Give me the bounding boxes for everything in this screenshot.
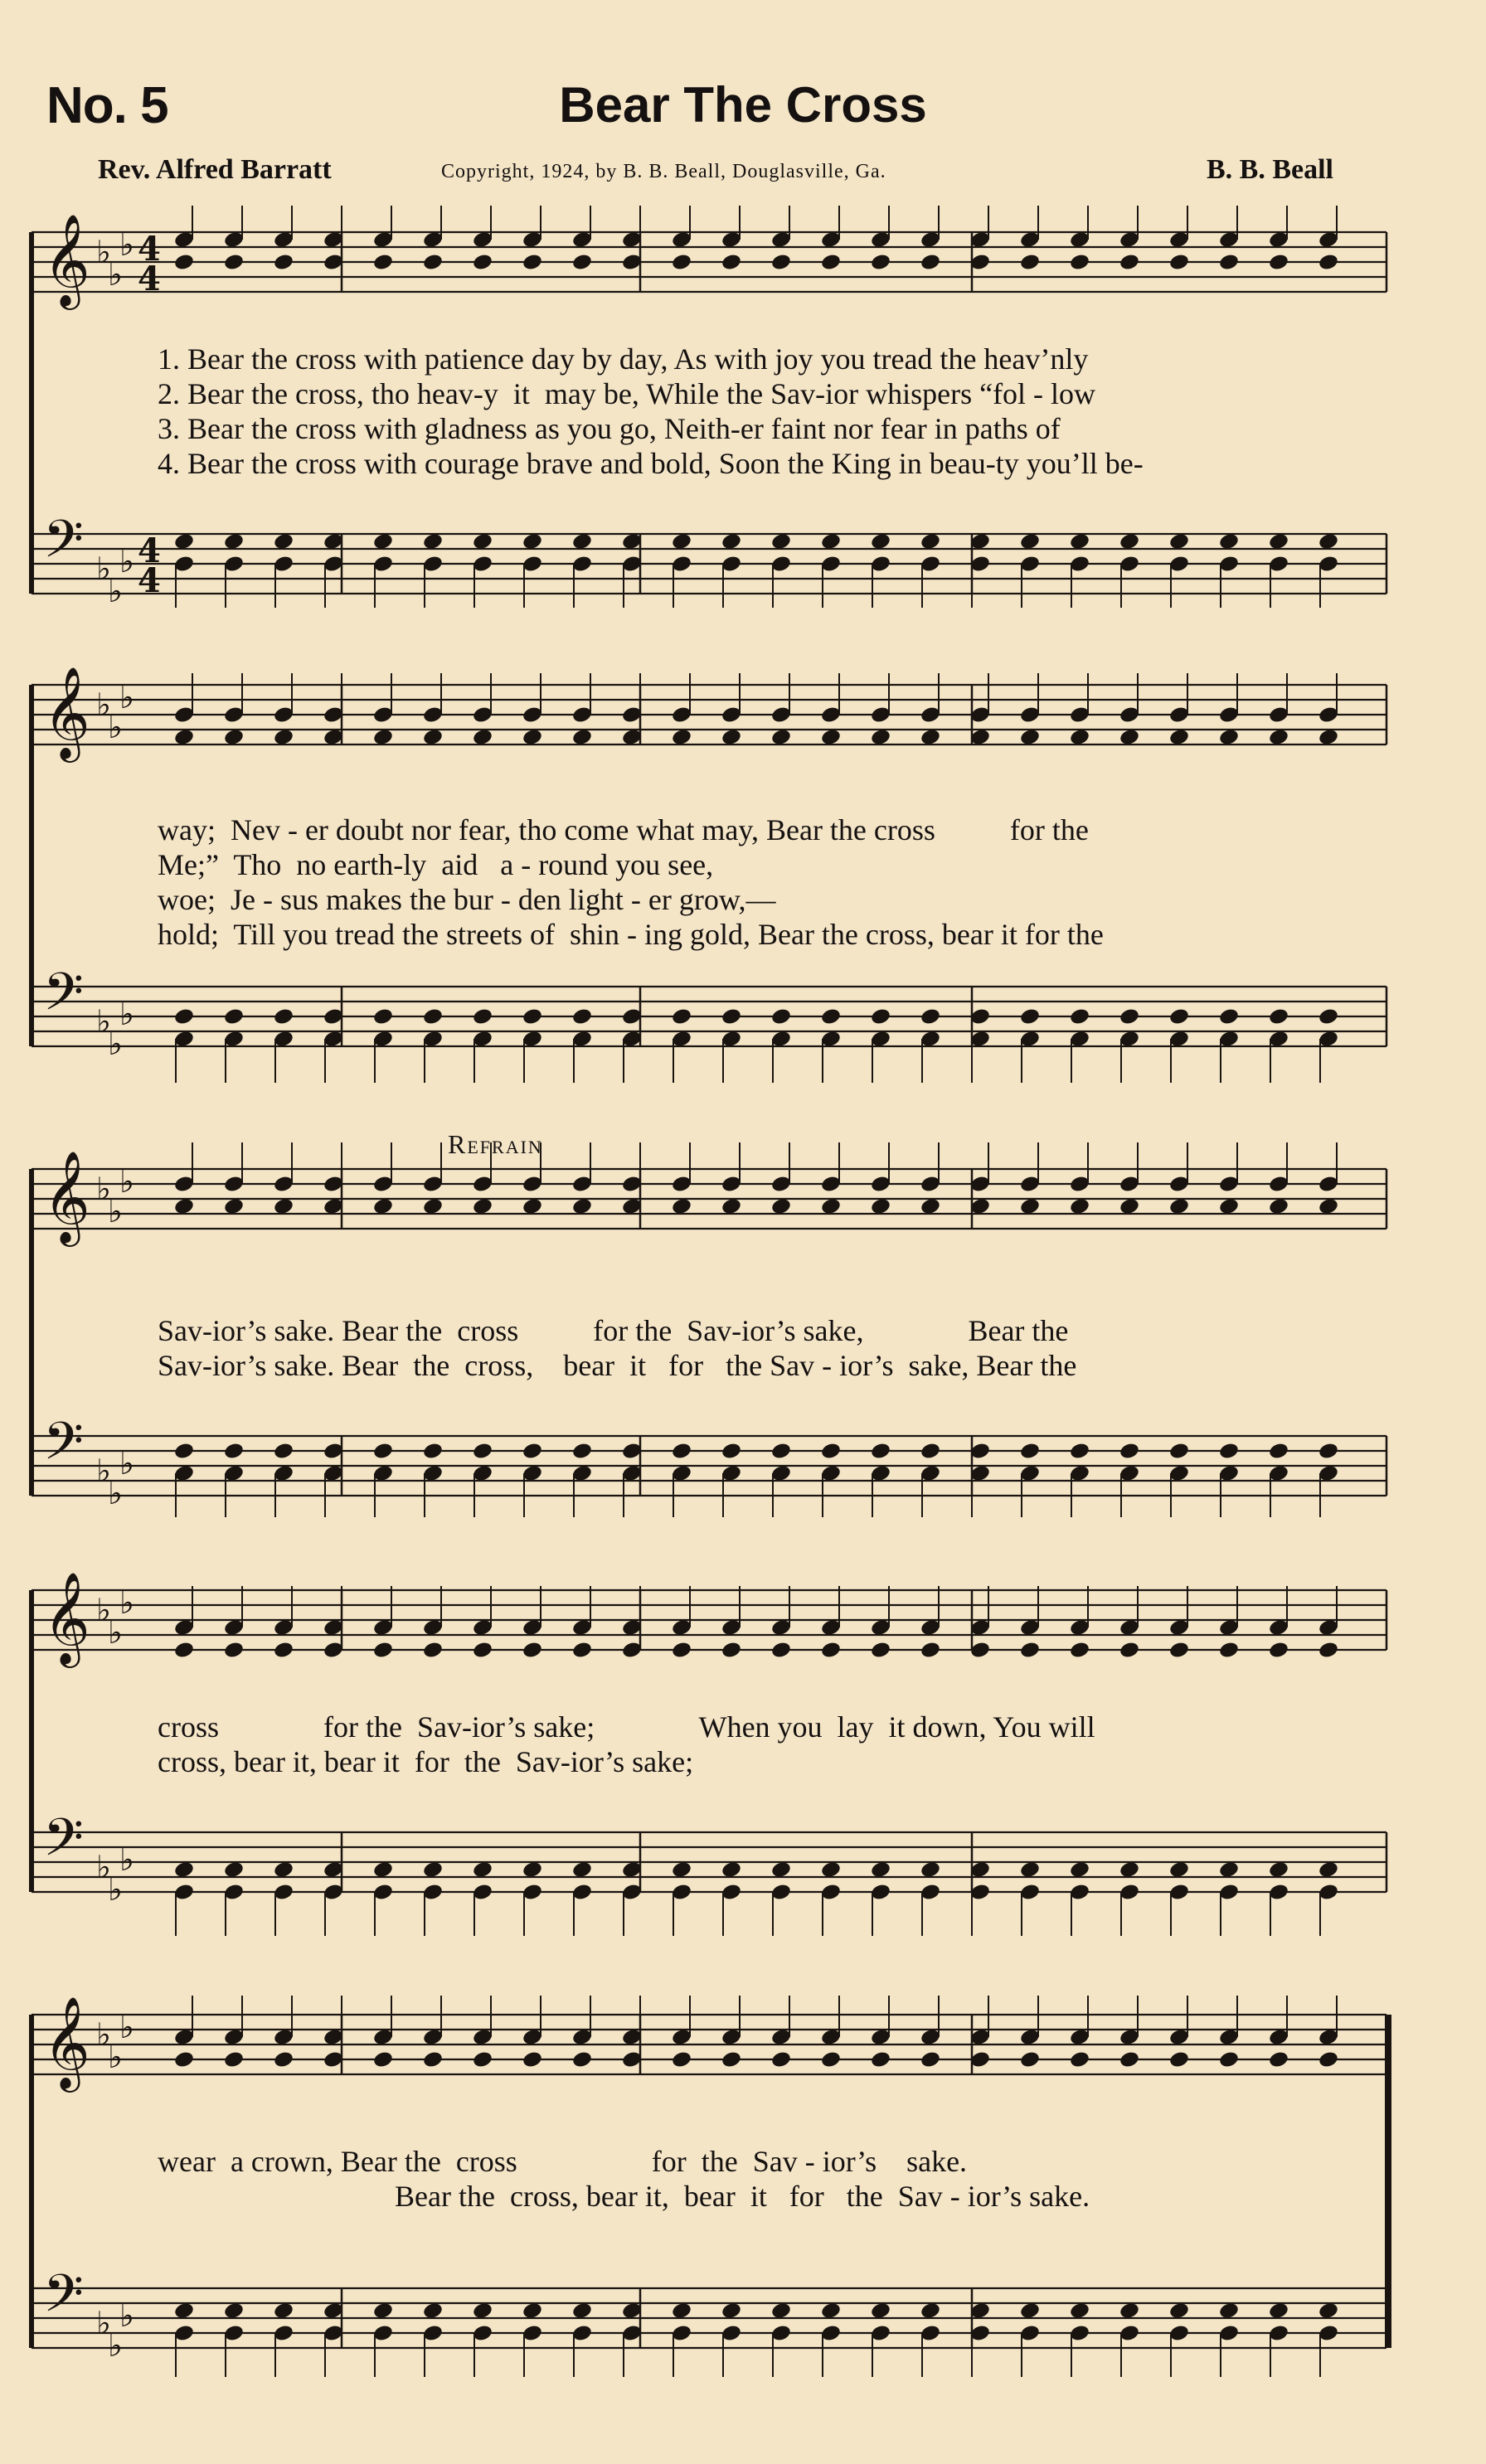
note-head <box>173 1442 195 1461</box>
flat-sign-icon: ♭ <box>108 2327 123 2364</box>
hymn-author: Rev. Alfred Barratt <box>98 154 332 185</box>
note-head <box>820 532 842 551</box>
flat-sign-icon: ♭ <box>108 1614 123 1651</box>
note-head <box>1268 2050 1289 2069</box>
time-signature-digit: 4 <box>138 259 161 298</box>
note-head <box>671 1197 692 1216</box>
note-head <box>472 1860 493 1880</box>
note-head <box>820 1860 842 1880</box>
note-head <box>770 253 792 272</box>
note-head <box>1069 1007 1090 1026</box>
lyric-line: cross, bear it, bear it for the Sav-ior’s sake; <box>158 1745 694 1778</box>
flat-sign-icon: ♭ <box>108 709 123 745</box>
note-head <box>372 1007 394 1026</box>
note-head <box>1069 1641 1090 1660</box>
note-head <box>1019 2302 1041 2321</box>
note-head <box>870 1197 891 1216</box>
note-head <box>671 532 692 551</box>
note-head <box>721 2050 742 2069</box>
flat-sign-icon: ♭ <box>119 2297 134 2334</box>
note-head <box>1168 253 1190 272</box>
note-head <box>820 728 842 747</box>
note-head <box>1318 1860 1339 1880</box>
note-head <box>721 253 742 272</box>
note-head <box>1119 1007 1140 1026</box>
note-head <box>770 728 792 747</box>
note-head <box>870 2302 891 2321</box>
note-head <box>522 532 543 551</box>
note-head <box>472 2050 493 2069</box>
lyric-line: woe; Je - sus makes the bur - den light - er grow,— <box>158 883 776 916</box>
note-head <box>571 1197 593 1216</box>
hymn-number: No. 5 <box>46 77 168 134</box>
flat-sign-icon: ♭ <box>108 573 123 609</box>
note-head <box>571 1442 593 1461</box>
flat-sign-icon: ♭ <box>96 1453 111 1489</box>
note-head <box>273 2302 294 2321</box>
music-system-3 <box>27 1129 1395 1560</box>
flat-sign-icon: ♭ <box>96 1849 111 1885</box>
note-head <box>671 1860 692 1880</box>
flat-sign-icon: ♭ <box>119 1584 134 1621</box>
note-head <box>770 1641 792 1660</box>
lyric-line: Sav-ior’s sake. Bear the cross for the Sav-ior’s sake, Bear the <box>158 1314 1069 1347</box>
note-head <box>173 1007 195 1026</box>
hymn-composer: B. B. Beall <box>1206 154 1333 185</box>
note-head <box>920 1197 941 1216</box>
note-head <box>1218 1641 1240 1660</box>
note-head <box>1119 2302 1140 2321</box>
music-system-5 <box>27 1981 1395 2429</box>
note-head <box>1218 532 1240 551</box>
note-head <box>372 1442 394 1461</box>
note-head <box>770 532 792 551</box>
music-system-4 <box>27 1567 1395 1965</box>
note-head <box>671 2050 692 2069</box>
note-head <box>1168 1442 1190 1461</box>
note-head <box>273 1007 294 1026</box>
note-head <box>173 253 195 272</box>
note-head <box>422 1442 444 1461</box>
flat-sign-icon: ♭ <box>96 551 111 587</box>
note-head <box>1218 1007 1240 1026</box>
note-head <box>223 2050 245 2069</box>
note-head <box>770 1442 792 1461</box>
note-head <box>671 728 692 747</box>
note-head <box>1119 2050 1140 2069</box>
bass-clef-icon: 𝄢 <box>43 961 84 1035</box>
note-head <box>571 253 593 272</box>
note-head <box>721 728 742 747</box>
flat-sign-icon: ♭ <box>119 226 134 263</box>
note-head <box>1019 1007 1041 1026</box>
note-head <box>1168 2302 1190 2321</box>
note-head <box>571 728 593 747</box>
note-head <box>571 2302 593 2321</box>
note-head <box>920 253 941 272</box>
lyric-line: Me;” Tho no earth-ly aid a - round you see, <box>158 848 714 881</box>
note-head <box>770 2302 792 2321</box>
note-head <box>472 1641 493 1660</box>
note-head <box>870 1860 891 1880</box>
note-head <box>1268 1442 1289 1461</box>
note-head <box>820 2302 842 2321</box>
refrain-label: Refrain <box>448 1129 543 1159</box>
note-head <box>522 2050 543 2069</box>
note-head <box>920 2050 941 2069</box>
note-head <box>820 1442 842 1461</box>
note-head <box>770 1197 792 1216</box>
note-head <box>671 1641 692 1660</box>
note-head <box>173 1197 195 1216</box>
note-head <box>820 253 842 272</box>
note-head <box>1119 1442 1140 1461</box>
lyric-line: wear a crown, Bear the cross for the Sav - ior’s sake. <box>158 2145 968 2178</box>
treble-clef-icon: 𝄞 <box>43 1571 90 1664</box>
note-head <box>522 1197 543 1216</box>
note-head <box>522 1007 543 1026</box>
note-head <box>1069 532 1090 551</box>
note-head <box>1168 1641 1190 1660</box>
note-head <box>1069 1197 1090 1216</box>
lyric-line: Bear the cross, bear it, bear it for the Sav - ior’s sake. <box>395 2180 1090 2213</box>
note-head <box>870 2050 891 2069</box>
note-head <box>1069 2050 1090 2069</box>
note-head <box>571 1641 593 1660</box>
note-head <box>372 1860 394 1880</box>
flat-sign-icon: ♭ <box>108 1193 123 1230</box>
flat-sign-icon: ♭ <box>119 1163 134 1200</box>
note-head <box>422 2050 444 2069</box>
note-head <box>472 728 493 747</box>
note-head <box>1019 1197 1041 1216</box>
note-head <box>472 1442 493 1461</box>
note-head <box>372 532 394 551</box>
note-head <box>273 1197 294 1216</box>
note-head <box>1019 253 1041 272</box>
note-head <box>1318 1442 1339 1461</box>
note-head <box>721 1197 742 1216</box>
flat-sign-icon: ♭ <box>96 1171 111 1207</box>
note-head <box>1168 1860 1190 1880</box>
note-head <box>870 532 891 551</box>
note-head <box>173 728 195 747</box>
note-head <box>870 253 891 272</box>
note-head <box>1168 532 1190 551</box>
bass-clef-icon: 𝄢 <box>43 508 84 582</box>
note-head <box>422 1197 444 1216</box>
note-head <box>472 1007 493 1026</box>
treble-clef-icon: 𝄞 <box>43 1996 90 2088</box>
note-head <box>273 1641 294 1660</box>
flat-sign-icon: ♭ <box>108 256 123 293</box>
bass-clef-icon: 𝄢 <box>43 1807 84 1880</box>
lyric-line: cross for the Sav-ior’s sake; When you lay it down, You will <box>158 1710 1095 1744</box>
note-head <box>223 2302 245 2321</box>
note-head <box>223 1197 245 1216</box>
note-head <box>223 1007 245 1026</box>
flat-sign-icon: ♭ <box>119 543 134 580</box>
flat-sign-icon: ♭ <box>119 679 134 715</box>
note-head <box>472 253 493 272</box>
note-head <box>870 1007 891 1026</box>
bass-clef-icon: 𝄢 <box>43 2263 84 2336</box>
note-head <box>1019 532 1041 551</box>
note-head <box>273 2050 294 2069</box>
note-head <box>173 2050 195 2069</box>
note-head <box>1069 2302 1090 2321</box>
note-head <box>1019 2050 1041 2069</box>
note-head <box>1268 1007 1289 1026</box>
note-head <box>522 1641 543 1660</box>
note-head <box>1168 1197 1190 1216</box>
note-head <box>372 1197 394 1216</box>
note-head <box>472 1197 493 1216</box>
flat-sign-icon: ♭ <box>119 1445 134 1482</box>
note-head <box>422 728 444 747</box>
note-head <box>173 1860 195 1880</box>
note-head <box>820 1197 842 1216</box>
note-head <box>870 1442 891 1461</box>
note-head <box>920 532 941 551</box>
note-head <box>1318 1007 1339 1026</box>
note-head <box>273 728 294 747</box>
note-head <box>1268 2302 1289 2321</box>
flat-sign-icon: ♭ <box>108 1026 123 1062</box>
note-head <box>372 2302 394 2321</box>
note-head <box>920 1860 941 1880</box>
note-head <box>870 728 891 747</box>
note-head <box>721 1442 742 1461</box>
note-head <box>571 2050 593 2069</box>
note-head <box>770 1860 792 1880</box>
note-head <box>721 532 742 551</box>
note-head <box>820 1641 842 1660</box>
note-head <box>223 1860 245 1880</box>
note-head <box>1119 532 1140 551</box>
note-head <box>1019 1641 1041 1660</box>
note-head <box>223 1442 245 1461</box>
note-head <box>1119 1197 1140 1216</box>
flat-sign-icon: ♭ <box>96 1592 111 1628</box>
lyric-line: 1. Bear the cross with patience day by day, As with joy you tread the heav’nly <box>158 342 1089 376</box>
note-head <box>1268 1197 1289 1216</box>
note-head <box>173 1641 195 1660</box>
note-head <box>1318 1197 1339 1216</box>
note-head <box>1218 1442 1240 1461</box>
note-head <box>1019 728 1041 747</box>
flat-sign-icon: ♭ <box>108 1871 123 1908</box>
note-head <box>372 728 394 747</box>
note-head <box>1318 1641 1339 1660</box>
note-head <box>173 2302 195 2321</box>
time-signature-digit: 4 <box>138 531 161 570</box>
flat-sign-icon: ♭ <box>96 234 111 270</box>
note-head <box>1168 2050 1190 2069</box>
note-head <box>1119 728 1140 747</box>
note-head <box>422 1641 444 1660</box>
note-head <box>372 1641 394 1660</box>
note-head <box>671 1007 692 1026</box>
note-head <box>1218 2050 1240 2069</box>
note-head <box>522 1442 543 1461</box>
note-head <box>1119 253 1140 272</box>
lyric-line: way; Nev - er doubt nor fear, tho come what may, Bear the cross for the <box>158 813 1089 846</box>
note-head <box>770 1007 792 1026</box>
note-head <box>1218 253 1240 272</box>
note-head <box>273 1442 294 1461</box>
note-head <box>571 1860 593 1880</box>
note-head <box>522 728 543 747</box>
note-head <box>1218 1197 1240 1216</box>
time-signature-digit: 4 <box>138 561 161 600</box>
note-head <box>1218 728 1240 747</box>
bass-clef-icon: 𝄢 <box>43 1410 84 1484</box>
note-head <box>1318 253 1339 272</box>
note-head <box>870 1641 891 1660</box>
note-head <box>472 532 493 551</box>
note-head <box>671 253 692 272</box>
lyric-line: Sav-ior’s sake. Bear the cross, bear it for the Sav - ior’s sake, Bear the <box>158 1349 1077 1382</box>
note-head <box>173 532 195 551</box>
note-head <box>571 532 593 551</box>
note-head <box>1119 1641 1140 1660</box>
treble-clef-icon: 𝄞 <box>43 666 90 759</box>
lyric-line: hold; Till you tread the streets of shin - ing gold, Bear the cross, bear it for the <box>158 918 1104 951</box>
note-head <box>223 253 245 272</box>
note-head <box>1168 728 1190 747</box>
note-head <box>721 1007 742 1026</box>
flat-sign-icon: ♭ <box>96 1003 111 1040</box>
note-head <box>1268 532 1289 551</box>
note-head <box>422 532 444 551</box>
note-head <box>1168 1007 1190 1026</box>
note-head <box>920 728 941 747</box>
note-head <box>1268 1641 1289 1660</box>
music-system-1 <box>27 206 1395 645</box>
flat-sign-icon: ♭ <box>119 2009 134 2045</box>
note-head <box>571 1007 593 1026</box>
note-head <box>422 1007 444 1026</box>
flat-sign-icon: ♭ <box>96 2305 111 2341</box>
note-head <box>372 2050 394 2069</box>
note-head <box>223 532 245 551</box>
flat-sign-icon: ♭ <box>96 686 111 723</box>
note-head <box>920 1641 941 1660</box>
note-head <box>920 2302 941 2321</box>
treble-clef-icon: 𝄞 <box>43 213 90 306</box>
music-system-2 <box>27 655 1395 1119</box>
copyright-notice: Copyright, 1924, by B. B. Beall, Douglasville, Ga. <box>441 161 886 182</box>
note-head <box>770 2050 792 2069</box>
note-head <box>372 253 394 272</box>
note-head <box>671 2302 692 2321</box>
note-head <box>1019 1860 1041 1880</box>
note-head <box>1019 1442 1041 1461</box>
note-head <box>522 2302 543 2321</box>
flat-sign-icon: ♭ <box>96 2016 111 2053</box>
note-head <box>1318 728 1339 747</box>
treble-clef-icon: 𝄞 <box>43 1150 90 1243</box>
note-head <box>920 1442 941 1461</box>
note-head <box>422 1860 444 1880</box>
note-head <box>223 728 245 747</box>
note-head <box>1069 728 1090 747</box>
note-head <box>820 1007 842 1026</box>
flat-sign-icon: ♭ <box>108 2039 123 2075</box>
note-head <box>422 253 444 272</box>
flat-sign-icon: ♭ <box>119 1841 134 1878</box>
note-head <box>1119 1860 1140 1880</box>
note-head <box>273 253 294 272</box>
note-head <box>1318 2302 1339 2321</box>
flat-sign-icon: ♭ <box>108 1475 123 1511</box>
note-head <box>273 1860 294 1880</box>
note-head <box>273 532 294 551</box>
note-head <box>920 1007 941 1026</box>
lyric-line: 2. Bear the cross, tho heav-y it may be, While the Sav-ior whispers “fol - low <box>158 377 1096 410</box>
note-head <box>1268 728 1289 747</box>
lyric-line: 3. Bear the cross with gladness as you go, Neith-er faint nor fear in paths of <box>158 412 1061 445</box>
note-head <box>472 2302 493 2321</box>
note-head <box>1318 532 1339 551</box>
note-head <box>721 1860 742 1880</box>
note-head <box>1318 2050 1339 2069</box>
note-head <box>522 1860 543 1880</box>
note-head <box>1218 2302 1240 2321</box>
note-head <box>721 1641 742 1660</box>
note-head <box>1268 253 1289 272</box>
note-head <box>223 1641 245 1660</box>
note-head <box>1069 1442 1090 1461</box>
note-head <box>1069 253 1090 272</box>
note-head <box>1069 1860 1090 1880</box>
note-head <box>721 2302 742 2321</box>
lyric-line: 4. Bear the cross with courage brave and bold, Soon the King in beau-ty you’ll be- <box>158 447 1144 480</box>
note-head <box>671 1442 692 1461</box>
note-head <box>820 2050 842 2069</box>
note-head <box>422 2302 444 2321</box>
hymn-title: Bear The Cross <box>559 77 927 133</box>
flat-sign-icon: ♭ <box>119 996 134 1032</box>
note-head <box>522 253 543 272</box>
note-head <box>1268 1860 1289 1880</box>
time-signature-digit: 4 <box>138 230 161 269</box>
note-head <box>1218 1860 1240 1880</box>
